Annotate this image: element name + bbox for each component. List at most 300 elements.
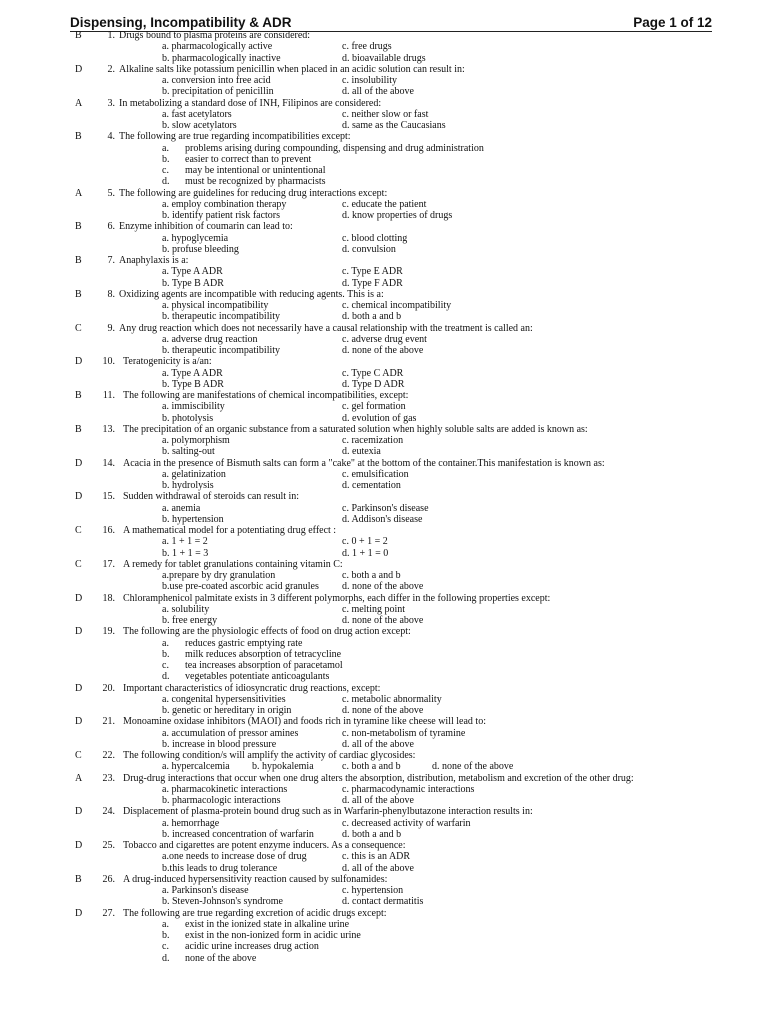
question-item	[0, 356, 768, 390]
option-choice: b. identify patient risk factors	[162, 210, 281, 221]
option-row	[0, 570, 768, 581]
option-text: vegetables potentiate anticoagulants	[185, 671, 330, 683]
option-choice: b. therapeutic incompatibility	[162, 311, 281, 323]
question-text: The following are true regarding incompatibilities except:	[119, 131, 351, 143]
answer-key: A	[75, 187, 83, 199]
question-stem-line	[0, 908, 768, 919]
option-letter: a.	[162, 637, 169, 649]
question-text: Drugs bound to plasma proteins are considered:	[119, 30, 311, 41]
option-text: exist in the ionized state in alkaline urine	[185, 918, 350, 930]
question-text: The following are the physiologic effects of food on drug action except:	[123, 626, 411, 638]
option-choice: b. profuse bleeding	[162, 243, 239, 255]
option-row	[0, 615, 768, 626]
option-choice: b. hypertension	[162, 513, 224, 525]
page-header	[70, 12, 712, 32]
option-row	[0, 345, 768, 356]
option-choice	[162, 649, 341, 660]
option-choice: c. neither slow or fast	[342, 108, 429, 120]
option-row	[0, 784, 768, 795]
option-row	[0, 278, 768, 289]
option-row	[0, 896, 768, 907]
question-item	[0, 221, 768, 255]
option-choice: d. both a and b	[342, 828, 402, 840]
option-choice: d. convulsion	[342, 243, 396, 255]
question-item	[0, 874, 768, 908]
option-choice: a. Parkinson's disease	[162, 885, 249, 896]
option-choice: d. same as the Caucasians	[342, 120, 446, 131]
option-row	[0, 143, 768, 154]
option-choice	[162, 919, 349, 930]
question-stem-line	[0, 221, 768, 232]
option-choice: b.use pre-coated ascorbic acid granules	[162, 581, 319, 593]
question-number: 25.	[102, 840, 115, 851]
option-choice	[162, 953, 256, 964]
option-letter: d.	[162, 671, 170, 683]
option-choice: d. Addison's disease	[342, 513, 423, 525]
question-stem-line	[0, 30, 768, 41]
option-choice: d. none of the above	[342, 345, 424, 356]
option-row	[0, 480, 768, 491]
option-row	[0, 548, 768, 559]
question-item	[0, 491, 768, 525]
option-row	[0, 953, 768, 964]
question-item	[0, 188, 768, 222]
question-item	[0, 424, 768, 458]
option-row	[0, 503, 768, 514]
question-stem-line	[0, 64, 768, 75]
option-choice: b. salting-out	[162, 446, 215, 458]
option-choice	[162, 176, 326, 187]
document-title: Dispensing, Incompatibility & ADR	[70, 15, 292, 30]
option-choice: b. hypokalemia	[252, 761, 314, 773]
answer-key: B	[75, 255, 82, 266]
option-choice: c. non-metabolism of tyramine	[342, 727, 466, 739]
option-choice: a. accumulation of pressor amines	[162, 727, 299, 739]
option-row	[0, 728, 768, 739]
answer-key: D	[75, 840, 83, 851]
option-choice: b. hydrolysis	[162, 480, 214, 491]
question-number: 1.	[107, 30, 115, 41]
question-number: 10.	[102, 356, 115, 368]
option-choice: d. none of the above	[432, 761, 514, 773]
option-choice: d. both a and b	[342, 311, 402, 323]
option-row	[0, 311, 768, 322]
answer-key: A	[75, 772, 83, 784]
question-text: Alkaline salts like potassium penicillin when placed in an acidic solution can result in:	[119, 63, 465, 75]
option-row	[0, 368, 768, 379]
option-row	[0, 53, 768, 64]
option-choice: b. Type B ADR	[162, 277, 224, 289]
option-choice: c. pharmacodynamic interactions	[342, 783, 475, 795]
question-item	[0, 525, 768, 559]
option-letter: c.	[162, 165, 169, 176]
question-stem-line	[0, 525, 768, 536]
question-number: 14.	[102, 457, 115, 469]
question-text: Oxidizing agents are incompatible with reducing agents. This is a:	[119, 288, 384, 300]
option-choice: b. precipitation of penicillin	[162, 86, 274, 98]
question-stem-line	[0, 773, 768, 784]
option-choice: c. Type C ADR	[342, 367, 404, 379]
option-row	[0, 176, 768, 187]
option-choice: c. melting point	[342, 603, 406, 615]
option-row	[0, 863, 768, 874]
option-row	[0, 154, 768, 165]
option-text: none of the above	[185, 952, 257, 964]
answer-key: D	[75, 907, 83, 919]
answer-key: D	[75, 626, 83, 638]
option-choice: a. gelatinization	[162, 468, 226, 480]
answer-key: D	[75, 457, 83, 469]
option-choice: a. pharmacokinetic interactions	[162, 783, 288, 795]
question-text: Sudden withdrawal of steroids can result in:	[123, 491, 300, 503]
option-choice: b. genetic or hereditary in origin	[162, 705, 292, 716]
question-item	[0, 593, 768, 627]
option-row	[0, 86, 768, 97]
question-item	[0, 716, 768, 750]
option-choice: c. gel formation	[342, 401, 406, 413]
question-number: 16.	[102, 525, 115, 536]
question-item	[0, 458, 768, 492]
option-text: easier to correct than to prevent	[185, 153, 312, 165]
question-item	[0, 806, 768, 840]
option-choice	[162, 941, 319, 952]
question-stem-line	[0, 626, 768, 637]
answer-key: A	[75, 97, 83, 109]
answer-key: C	[75, 558, 82, 570]
option-choice: c. educate the patient	[342, 198, 427, 210]
option-row	[0, 75, 768, 86]
option-choice: d. all of the above	[342, 86, 414, 98]
question-number: 6.	[107, 221, 115, 233]
question-item	[0, 30, 768, 64]
question-number: 24.	[102, 806, 115, 818]
option-choice: a. employ combination therapy	[162, 198, 287, 210]
question-stem-line	[0, 188, 768, 199]
option-choice: d. all of the above	[342, 862, 414, 874]
question-item	[0, 131, 768, 187]
question-item	[0, 908, 768, 964]
option-text: problems arising during compounding, dispensing and drug administration	[185, 142, 484, 154]
option-row	[0, 795, 768, 806]
question-text: The following are manifestations of chemical incompatibilities, except:	[123, 390, 409, 401]
option-choice: a.one needs to increase dose of drug	[162, 851, 307, 863]
option-choice: c. Parkinson's disease	[342, 502, 429, 514]
page-number: Page 1 of 12	[633, 15, 712, 30]
question-text: Any drug reaction which does not necessarily have a causal relationship with the treatment is called an:	[119, 322, 533, 334]
option-letter: d.	[162, 952, 170, 964]
option-row	[0, 919, 768, 930]
option-choice: c. racemization	[342, 435, 404, 446]
option-choice	[162, 671, 329, 682]
option-letter: c.	[162, 660, 169, 671]
question-item	[0, 773, 768, 807]
answer-key: B	[75, 873, 82, 885]
option-choice: d. Type D ADR	[342, 378, 405, 390]
option-choice: d. Type F ADR	[342, 277, 403, 289]
question-text: Chloramphenicol palmitate exists in 3 different polymorphs, each differ in the following properties except:	[123, 592, 551, 604]
option-choice: d. none of the above	[342, 615, 424, 626]
option-row	[0, 739, 768, 750]
question-text: Monoamine oxidase inhibitors (MAOI) and foods rich in tyramine like cheese will lead to:	[123, 716, 486, 728]
option-letter: d.	[162, 176, 170, 188]
option-choice	[162, 143, 484, 154]
option-row	[0, 244, 768, 255]
option-row	[0, 401, 768, 412]
option-choice: c. both a and b	[342, 570, 401, 581]
option-row	[0, 930, 768, 941]
option-choice: b. increased concentration of warfarin	[162, 828, 314, 840]
question-text: Anaphylaxis is a:	[119, 255, 189, 266]
option-row	[0, 941, 768, 952]
option-row	[0, 469, 768, 480]
option-row	[0, 435, 768, 446]
question-text: A mathematical model for a potentiating drug effect :	[123, 525, 337, 536]
question-number: 8.	[107, 288, 115, 300]
option-choice: c. both a and b	[342, 761, 401, 773]
answer-key: B	[75, 221, 82, 233]
option-letter: a.	[162, 918, 169, 930]
question-text: In metabolizing a standard dose of INH, Filipinos are considered:	[119, 97, 382, 109]
option-choice: a. Type A ADR	[162, 266, 223, 278]
option-choice: d. bioavailable drugs	[342, 52, 426, 64]
option-choice: d. cementation	[342, 480, 401, 491]
question-number: 2.	[107, 63, 115, 75]
option-choice: b. free energy	[162, 615, 218, 626]
option-choice: a. immiscibility	[162, 401, 225, 413]
option-choice	[162, 154, 311, 165]
question-number: 11.	[102, 390, 115, 401]
option-choice: a. solubility	[162, 603, 210, 615]
option-text: exist in the non-ionized form in acidic urine	[185, 930, 361, 941]
option-row	[0, 165, 768, 176]
question-number: 3.	[107, 97, 115, 109]
option-text: reduces gastric emptying rate	[185, 637, 303, 649]
question-item	[0, 98, 768, 132]
option-choice: d. contact dermatitis	[342, 896, 424, 908]
question-stem-line	[0, 491, 768, 502]
option-row	[0, 199, 768, 210]
answer-key: B	[75, 30, 82, 41]
option-row	[0, 660, 768, 671]
question-item	[0, 840, 768, 874]
question-number: 21.	[102, 716, 115, 728]
question-text: Important characteristics of idiosyncratic drug reactions, except:	[123, 682, 381, 694]
option-choice: d. all of the above	[342, 795, 414, 806]
option-row	[0, 705, 768, 716]
option-choice: a. hemorrhage	[162, 817, 220, 829]
option-choice: a. pharmacologically active	[162, 41, 273, 53]
question-number: 5.	[107, 187, 115, 199]
question-stem-line	[0, 750, 768, 761]
answer-key: D	[75, 592, 83, 604]
question-item	[0, 559, 768, 593]
option-choice: b. photolysis	[162, 412, 214, 424]
option-letter: c.	[162, 941, 169, 953]
option-choice: a. physical incompatibility	[162, 300, 269, 311]
question-stem-line	[0, 874, 768, 885]
answer-key: D	[75, 716, 83, 728]
question-text: Teratogenicity is a/an:	[123, 356, 212, 368]
option-choice: d. all of the above	[342, 738, 414, 750]
option-row	[0, 649, 768, 660]
question-number: 4.	[107, 131, 115, 143]
question-item	[0, 626, 768, 682]
question-number: 9.	[107, 322, 115, 334]
option-row	[0, 300, 768, 311]
option-text: must be recognized by pharmacists	[185, 176, 326, 188]
question-item	[0, 289, 768, 323]
option-choice: c. blood clotting	[342, 232, 408, 244]
option-choice: c. chemical incompatibility	[342, 300, 452, 311]
option-choice: c. this is an ADR	[342, 851, 411, 863]
question-number: 13.	[102, 423, 115, 435]
answer-key: C	[75, 750, 82, 761]
question-number: 26.	[102, 873, 115, 885]
option-row	[0, 851, 768, 862]
question-stem-line	[0, 390, 768, 401]
option-text: milk reduces absorption of tetracycline	[185, 648, 342, 660]
option-row	[0, 514, 768, 525]
option-letter: b.	[162, 930, 170, 941]
option-choice: b. pharmacologically inactive	[162, 52, 281, 64]
option-choice: b. slow acetylators	[162, 120, 237, 131]
option-row	[0, 885, 768, 896]
question-stem-line	[0, 559, 768, 570]
option-choice: a. congenital hypersensitivities	[162, 693, 286, 705]
option-choice: c. adverse drug event	[342, 333, 427, 345]
option-choice: b.this leads to drug tolerance	[162, 862, 278, 874]
question-item	[0, 64, 768, 98]
question-stem-line	[0, 683, 768, 694]
answer-key: B	[75, 423, 82, 435]
option-choice: d. know properties of drugs	[342, 210, 453, 221]
option-row	[0, 233, 768, 244]
option-choice: c. 0 + 1 = 2	[342, 536, 388, 548]
option-choice: a.prepare by dry granulation	[162, 570, 276, 581]
option-choice	[162, 165, 326, 176]
option-row	[0, 266, 768, 277]
answer-key: B	[75, 131, 82, 143]
question-number: 15.	[102, 491, 115, 503]
option-row	[0, 446, 768, 457]
option-choice: c. emulsification	[342, 468, 409, 480]
question-text: The following are guidelines for reducing drug interactions except:	[119, 187, 388, 199]
question-number: 18.	[102, 592, 115, 604]
option-letter: b.	[162, 153, 170, 165]
question-number: 22.	[102, 750, 115, 761]
question-stem-line	[0, 323, 768, 334]
option-row	[0, 818, 768, 829]
option-choice: a. fast acetylators	[162, 108, 232, 120]
question-item	[0, 323, 768, 357]
answer-key: D	[75, 806, 83, 818]
question-number: 7.	[107, 255, 115, 266]
option-choice: a. hypercalcemia	[162, 761, 230, 773]
question-number: 19.	[102, 626, 115, 638]
question-stem-line	[0, 593, 768, 604]
option-choice: d. evolution of gas	[342, 412, 417, 424]
option-choice: c. decreased activity of warfarin	[342, 817, 471, 829]
option-choice: b. Steven-Johnson's syndrome	[162, 896, 283, 908]
option-row	[0, 829, 768, 840]
question-item	[0, 750, 768, 773]
question-stem-line	[0, 356, 768, 367]
question-stem-line	[0, 424, 768, 435]
option-row	[0, 694, 768, 705]
option-row	[0, 761, 768, 772]
option-choice: a. anemia	[162, 502, 201, 514]
option-row	[0, 638, 768, 649]
question-item	[0, 683, 768, 717]
option-choice: c. metabolic abnormality	[342, 693, 442, 705]
question-stem-line	[0, 806, 768, 817]
option-choice: b. 1 + 1 = 3	[162, 547, 209, 559]
answer-key: D	[75, 491, 83, 503]
option-choice: a. 1 + 1 = 2	[162, 536, 208, 548]
option-row	[0, 379, 768, 390]
question-stem-line	[0, 458, 768, 469]
option-choice	[162, 638, 302, 649]
question-text: Tobacco and cigarettes are potent enzyme inducers. As a consequence:	[123, 840, 406, 851]
question-stem-line	[0, 840, 768, 851]
option-text: acidic urine increases drug action	[185, 941, 319, 953]
question-text: Enzyme inhibition of coumarin can lead to:	[119, 221, 293, 233]
option-choice: a. polymorphism	[162, 435, 230, 446]
question-number: 23.	[102, 772, 115, 784]
answer-key: D	[75, 356, 83, 368]
option-choice	[162, 930, 361, 941]
option-row	[0, 41, 768, 52]
option-row	[0, 210, 768, 221]
question-text: A remedy for tablet granulations containing vitamin C:	[123, 558, 343, 570]
option-choice: c. Type E ADR	[342, 266, 403, 278]
option-text: tea increases absorption of paracetamol	[185, 660, 343, 671]
question-number: 27.	[102, 907, 115, 919]
option-choice: a. Type A ADR	[162, 367, 223, 379]
option-choice: d. 1 + 1 = 0	[342, 547, 389, 559]
option-choice: a. conversion into free acid	[162, 75, 271, 86]
option-choice: b. therapeutic incompatibility	[162, 345, 281, 356]
option-choice: d. none of the above	[342, 581, 424, 593]
question-text: The following are true regarding excretion of acidic drugs except:	[123, 907, 387, 919]
option-letter: a.	[162, 142, 169, 154]
option-row	[0, 536, 768, 547]
option-choice: c. hypertension	[342, 885, 404, 896]
question-item	[0, 390, 768, 424]
answer-key: C	[75, 525, 82, 536]
question-stem-line	[0, 255, 768, 266]
question-stem-line	[0, 716, 768, 727]
question-item	[0, 255, 768, 289]
option-choice: b. Type B ADR	[162, 378, 224, 390]
question-text: Drug-drug interactions that occur when one drug alters the absorption, distribution, metabolism and excretion of the other drug:	[123, 772, 634, 784]
option-choice: c. free drugs	[342, 41, 392, 53]
option-choice: d. eutexia	[342, 446, 381, 458]
option-choice: b. pharmacologic interactions	[162, 795, 281, 806]
question-text: The following condition/s will amplify the activity of cardiac glycosides:	[123, 750, 416, 761]
answer-key: D	[75, 63, 83, 75]
option-choice: a. hypoglycemia	[162, 232, 229, 244]
question-stem-line	[0, 98, 768, 109]
question-text: A drug-induced hypersensitivity reaction caused by sulfonamides:	[123, 873, 388, 885]
option-letter: b.	[162, 648, 170, 660]
answer-key: B	[75, 390, 82, 401]
question-text: Acacia in the presence of Bismuth salts can form a "cake" at the bottom of the container.This manifestation is known as:	[123, 457, 605, 469]
answer-key: B	[75, 288, 82, 300]
answer-key: C	[75, 322, 82, 334]
option-choice	[162, 660, 343, 671]
question-text: The precipitation of an organic substance from a saturated solution when highly soluble salts are added is known as:	[123, 423, 588, 435]
